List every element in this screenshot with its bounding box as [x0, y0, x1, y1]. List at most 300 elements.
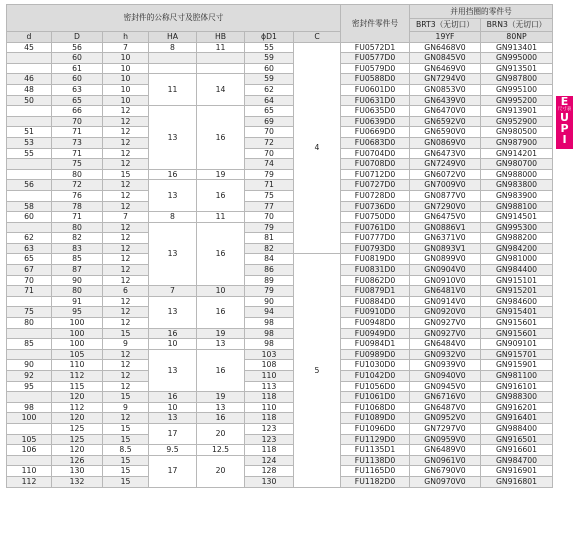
table-row	[7, 381, 553, 392]
table-row	[7, 392, 553, 403]
cell-brn3: GN987900	[481, 137, 553, 148]
cell-ha-merged: 13	[149, 180, 197, 212]
cell-brt3: GN6487V0	[410, 402, 481, 413]
cell-h: 10	[103, 84, 149, 95]
cell-d: 92	[7, 371, 52, 382]
cell-phi-d1: 124	[245, 455, 294, 466]
cell-d: 110	[7, 466, 52, 477]
cell-part-number: FU0669D0	[341, 127, 410, 138]
cell-h: 12	[103, 201, 149, 212]
cell-hb-merged: 16	[197, 222, 245, 286]
cell-h: 12	[103, 116, 149, 127]
cell-brt3: GN0945V0	[410, 381, 481, 392]
cell-phi-d1: 118	[245, 392, 294, 403]
cell-d	[7, 190, 52, 201]
cell-d	[7, 392, 52, 403]
cell-h: 12	[103, 254, 149, 265]
cell-ha	[149, 53, 197, 64]
cell-part-number: FU1135D1	[341, 445, 410, 456]
cell-h: 8.5	[103, 445, 149, 456]
cell-d: 85	[7, 339, 52, 350]
cell-hb: 11	[197, 212, 245, 223]
cell-D: 71	[52, 148, 103, 159]
cell-part-number: FU0761D0	[341, 222, 410, 233]
cell-d: 105	[7, 434, 52, 445]
table-header	[7, 5, 553, 43]
cell-D: 112	[52, 402, 103, 413]
cell-brn3: GN914501	[481, 212, 553, 223]
cell-h: 10	[103, 95, 149, 106]
cell-D: 120	[52, 445, 103, 456]
cell-part-number: FU1129D0	[341, 434, 410, 445]
cell-brt3: GN0939V0	[410, 360, 481, 371]
cell-hb: 19	[197, 328, 245, 339]
cell-brn3: GN995100	[481, 84, 553, 95]
cell-D: 73	[52, 137, 103, 148]
cell-part-number: FU0639D0	[341, 116, 410, 127]
cell-D: 80	[52, 169, 103, 180]
table-row	[7, 455, 553, 466]
cell-hb-merged: 14	[197, 74, 245, 106]
cell-part-number: FU0879D1	[341, 286, 410, 297]
cell-phi-d1: 79	[245, 169, 294, 180]
table-row	[7, 106, 553, 117]
cell-brt3: GN0893V1	[410, 243, 481, 254]
cell-brn3: GN916101	[481, 381, 553, 392]
cell-brt3: GN0899V0	[410, 254, 481, 265]
cell-d: 112	[7, 476, 52, 487]
cell-phi-d1: 82	[245, 243, 294, 254]
table-row	[7, 445, 553, 456]
cell-phi-d1: 94	[245, 307, 294, 318]
cell-h: 12	[103, 307, 149, 318]
cell-h: 10	[103, 74, 149, 85]
cell-d: 53	[7, 137, 52, 148]
col-h-header: h	[103, 32, 149, 43]
cell-brn3: GN984400	[481, 265, 553, 276]
cell-h: 15	[103, 423, 149, 434]
cell-phi-d1: 55	[245, 42, 294, 53]
cell-D: 60	[52, 74, 103, 85]
cell-phi-d1: 81	[245, 233, 294, 244]
cell-h: 15	[103, 476, 149, 487]
cell-D: 60	[52, 53, 103, 64]
cell-brt3: GN7297V0	[410, 423, 481, 434]
cell-brn3: GN983900	[481, 190, 553, 201]
cell-brt3: GN0910V0	[410, 275, 481, 286]
cell-phi-d1: 90	[245, 296, 294, 307]
cell-D: 125	[52, 423, 103, 434]
cell-brt3: GN6790V0	[410, 466, 481, 477]
cell-d: 63	[7, 243, 52, 254]
cell-part-number: FU0579D0	[341, 63, 410, 74]
table-row	[7, 180, 553, 191]
cell-brt3: GN6481V0	[410, 286, 481, 297]
cell-h: 12	[103, 137, 149, 148]
cell-part-number: FU0631D0	[341, 95, 410, 106]
cell-D: 63	[52, 84, 103, 95]
cell-hb: 16	[197, 413, 245, 424]
cell-phi-d1: 75	[245, 190, 294, 201]
cell-hb-merged: 16	[197, 349, 245, 391]
cell-brn3: GN984600	[481, 296, 553, 307]
table-row	[7, 423, 553, 434]
cell-d	[7, 328, 52, 339]
cell-brn3: GN983800	[481, 180, 553, 191]
cell-brt3: GN6072V0	[410, 169, 481, 180]
cell-hb-merged: 16	[197, 296, 245, 328]
shared-ring-header: 并用挡圈的零件号	[410, 5, 553, 19]
cell-d: 80	[7, 318, 52, 329]
table-row	[7, 74, 553, 85]
cell-brt3: GN6475V0	[410, 212, 481, 223]
cell-brt3: GN6592V0	[410, 116, 481, 127]
cell-phi-d1: 110	[245, 371, 294, 382]
cell-phi-d1: 70	[245, 148, 294, 159]
cell-h: 12	[103, 275, 149, 286]
table-row	[7, 233, 553, 244]
cell-brt3: GN6468V0	[410, 42, 481, 53]
cell-h: 12	[103, 349, 149, 360]
cell-brn3: GN987800	[481, 74, 553, 85]
cell-part-number: FU0793D0	[341, 243, 410, 254]
cell-h: 10	[103, 63, 149, 74]
cell-d	[7, 296, 52, 307]
cell-brt3: GN0920V0	[410, 307, 481, 318]
cell-D: 132	[52, 476, 103, 487]
table-row	[7, 201, 553, 212]
cell-brn3: GN916201	[481, 402, 553, 413]
cell-part-number: FU0588D0	[341, 74, 410, 85]
cell-phi-d1: 79	[245, 222, 294, 233]
table-row	[7, 349, 553, 360]
cell-part-number: FU0577D0	[341, 53, 410, 64]
table-row	[7, 328, 553, 339]
cell-brt3: GN6469V0	[410, 63, 481, 74]
cell-brt3: GN6590V0	[410, 127, 481, 138]
table-row	[7, 53, 553, 64]
cell-phi-d1: 65	[245, 106, 294, 117]
cell-phi-d1: 86	[245, 265, 294, 276]
cell-D: 130	[52, 466, 103, 477]
cell-part-number: FU0708D0	[341, 159, 410, 170]
cell-brn3: GN915701	[481, 349, 553, 360]
cell-d	[7, 53, 52, 64]
cell-brt3: GN7249V0	[410, 159, 481, 170]
cell-phi-d1: 123	[245, 434, 294, 445]
cell-c-merged: 5	[294, 254, 341, 487]
col-c-header: C	[294, 32, 341, 43]
cell-part-number: FU1068D0	[341, 402, 410, 413]
cell-D: 80	[52, 222, 103, 233]
cell-brt3: GN0932V0	[410, 349, 481, 360]
table-row	[7, 360, 553, 371]
cell-part-number: FU1089D0	[341, 413, 410, 424]
cell-d: 71	[7, 286, 52, 297]
nominal-dimensions-header: 密封件的公称尺寸及腔体尺寸	[7, 5, 341, 32]
cell-h: 15	[103, 434, 149, 445]
cell-ha	[149, 63, 197, 74]
cell-h: 10	[103, 53, 149, 64]
cell-d: 100	[7, 413, 52, 424]
cell-hb: 19	[197, 392, 245, 403]
cell-h: 7	[103, 212, 149, 223]
cell-brt3: GN0959V0	[410, 434, 481, 445]
cell-part-number: FU0884D0	[341, 296, 410, 307]
cell-hb-merged: 16	[197, 106, 245, 170]
cell-brn3: GN916401	[481, 413, 553, 424]
cell-D: 83	[52, 243, 103, 254]
cell-h: 12	[103, 243, 149, 254]
cell-ha-merged: 13	[149, 296, 197, 328]
cell-phi-d1: 123	[245, 423, 294, 434]
col-ha-header: HA	[149, 32, 197, 43]
cell-D: 110	[52, 360, 103, 371]
section-side-tab	[556, 96, 573, 149]
cell-d: 95	[7, 381, 52, 392]
cell-d: 67	[7, 265, 52, 276]
cell-part-number: FU1096D0	[341, 423, 410, 434]
cell-ha-merged: 13	[149, 222, 197, 286]
cell-d	[7, 222, 52, 233]
table-row	[7, 169, 553, 180]
cell-brn3: GN913501	[481, 63, 553, 74]
cell-D: 85	[52, 254, 103, 265]
cell-part-number: FU0831D0	[341, 265, 410, 276]
cell-brn3: GN915601	[481, 328, 553, 339]
table-row	[7, 466, 553, 477]
cell-ha: 10	[149, 339, 197, 350]
cell-hb: 10	[197, 286, 245, 297]
brn3-header: BRN3（无切口）	[481, 19, 553, 32]
cell-phi-d1: 74	[245, 159, 294, 170]
cell-d: 45	[7, 42, 52, 53]
cell-D: 71	[52, 212, 103, 223]
cell-part-number: FU0948D0	[341, 318, 410, 329]
table-row	[7, 254, 553, 265]
cell-ha: 10	[149, 402, 197, 413]
cell-phi-d1: 69	[245, 116, 294, 127]
cell-D: 95	[52, 307, 103, 318]
code-80np-header: 80NP	[481, 32, 553, 43]
side-tab-letter: E	[560, 95, 569, 108]
cell-brt3: GN0845V0	[410, 53, 481, 64]
cell-D: 56	[52, 42, 103, 53]
cell-h: 12	[103, 127, 149, 138]
cell-h: 15	[103, 169, 149, 180]
cell-D: 115	[52, 381, 103, 392]
cell-d: 50	[7, 95, 52, 106]
cell-D: 76	[52, 190, 103, 201]
table-row	[7, 212, 553, 223]
cell-brt3: GN6716V0	[410, 392, 481, 403]
cell-brn3: GN913401	[481, 42, 553, 53]
table-row	[7, 116, 553, 127]
cell-h: 9	[103, 402, 149, 413]
cell-d: 55	[7, 148, 52, 159]
cell-h: 6	[103, 286, 149, 297]
cell-brn3: GN916801	[481, 476, 553, 487]
cell-D: 82	[52, 233, 103, 244]
cell-d	[7, 63, 52, 74]
cell-phi-d1: 98	[245, 318, 294, 329]
cell-brt3: GN0961V0	[410, 455, 481, 466]
cell-phi-d1: 128	[245, 466, 294, 477]
cell-part-number: FU0984D1	[341, 339, 410, 350]
cell-d: 51	[7, 127, 52, 138]
cell-phi-d1: 70	[245, 212, 294, 223]
cell-hb-merged: 16	[197, 180, 245, 212]
cell-part-number: FU0750D0	[341, 212, 410, 223]
cell-h: 9	[103, 339, 149, 350]
cell-part-number: FU0712D0	[341, 169, 410, 180]
cell-part-number: FU0777D0	[341, 233, 410, 244]
cell-d: 70	[7, 275, 52, 286]
cell-D: 71	[52, 127, 103, 138]
cell-brt3: GN0914V0	[410, 296, 481, 307]
cell-brn3: GN913901	[481, 106, 553, 117]
cell-phi-d1: 113	[245, 381, 294, 392]
cell-d: 46	[7, 74, 52, 85]
cell-phi-d1: 89	[245, 275, 294, 286]
cell-d: 48	[7, 84, 52, 95]
cell-hb: 13	[197, 402, 245, 413]
table-row	[7, 95, 553, 106]
code-19yf-header: 19YF	[410, 32, 481, 43]
part-number-header: 密封件零件号	[341, 5, 410, 43]
cell-brn3: GN915401	[481, 307, 553, 318]
table-row	[7, 476, 553, 487]
cell-brn3: GN988100	[481, 201, 553, 212]
cell-d	[7, 169, 52, 180]
table-body	[7, 42, 553, 487]
cell-h: 15	[103, 328, 149, 339]
cell-phi-d1: 59	[245, 74, 294, 85]
cell-brt3: GN0853V0	[410, 84, 481, 95]
cell-brn3: GN981000	[481, 254, 553, 265]
table-row	[7, 339, 553, 350]
cell-d: 65	[7, 254, 52, 265]
cell-brn3: GN916601	[481, 445, 553, 456]
cell-part-number: FU0728D0	[341, 190, 410, 201]
cell-hb	[197, 63, 245, 74]
table-row	[7, 402, 553, 413]
cell-h: 12	[103, 159, 149, 170]
side-tab-letters: U P I	[560, 111, 569, 146]
cell-ha-merged: 13	[149, 349, 197, 391]
cell-brt3: GN6439V0	[410, 95, 481, 106]
cell-ha-merged: 17	[149, 455, 197, 487]
cell-phi-d1: 98	[245, 328, 294, 339]
cell-brn3: GN984700	[481, 455, 553, 466]
cell-h: 12	[103, 233, 149, 244]
dimension-table-container	[6, 4, 552, 488]
cell-h: 12	[103, 180, 149, 191]
cell-D: 120	[52, 413, 103, 424]
cell-part-number: FU0727D0	[341, 180, 410, 191]
table-row	[7, 371, 553, 382]
table-row	[7, 222, 553, 233]
cell-ha-merged: 13	[149, 106, 197, 170]
cell-h: 12	[103, 106, 149, 117]
cell-brn3: GN988400	[481, 423, 553, 434]
cell-D: 100	[52, 339, 103, 350]
cell-brt3: GN0927V0	[410, 318, 481, 329]
cell-brt3: GN6473V0	[410, 148, 481, 159]
cell-brn3: GN915601	[481, 318, 553, 329]
cell-ha-merged: 11	[149, 74, 197, 106]
cell-ha: 7	[149, 286, 197, 297]
cell-h: 12	[103, 222, 149, 233]
cell-d	[7, 116, 52, 127]
cell-phi-d1: 62	[245, 84, 294, 95]
cell-part-number: FU1061D0	[341, 392, 410, 403]
cell-D: 112	[52, 371, 103, 382]
cell-D: 72	[52, 180, 103, 191]
cell-D: 87	[52, 265, 103, 276]
cell-brn3: GN984200	[481, 243, 553, 254]
table-row	[7, 243, 553, 254]
cell-ha: 16	[149, 392, 197, 403]
cell-D: 90	[52, 275, 103, 286]
cell-part-number: FU0989D0	[341, 349, 410, 360]
cell-phi-d1: 71	[245, 180, 294, 191]
cell-brn3: GN980700	[481, 159, 553, 170]
cell-phi-d1: 110	[245, 402, 294, 413]
cell-brn3: GN952900	[481, 116, 553, 127]
cell-brt3: GN7290V0	[410, 201, 481, 212]
brt3-header: BRT3（无切口）	[410, 19, 481, 32]
cell-phi-d1: 60	[245, 63, 294, 74]
cell-d: 58	[7, 201, 52, 212]
table-row	[7, 190, 553, 201]
cell-part-number: FU0683D0	[341, 137, 410, 148]
cell-hb: 19	[197, 169, 245, 180]
col-d-header: d	[7, 32, 52, 43]
cell-ha: 16	[149, 169, 197, 180]
table-row	[7, 42, 553, 53]
cell-part-number: FU0819D0	[341, 254, 410, 265]
cell-brt3: GN6484V0	[410, 339, 481, 350]
table-row	[7, 148, 553, 159]
col-D-header: D	[52, 32, 103, 43]
cell-part-number: FU0601D0	[341, 84, 410, 95]
cell-brn3: GN915901	[481, 360, 553, 371]
cell-brn3: GN995300	[481, 222, 553, 233]
cell-d	[7, 106, 52, 117]
cell-ha-merged: 17	[149, 423, 197, 444]
cell-h: 12	[103, 190, 149, 201]
cell-d: 56	[7, 180, 52, 191]
cell-brt3: GN6489V0	[410, 445, 481, 456]
cell-h: 12	[103, 413, 149, 424]
cell-D: 65	[52, 95, 103, 106]
cell-hb: 11	[197, 42, 245, 53]
table-row	[7, 296, 553, 307]
cell-phi-d1: 77	[245, 201, 294, 212]
cell-h: 12	[103, 381, 149, 392]
cell-h: 12	[103, 371, 149, 382]
cell-part-number: FU1165D0	[341, 466, 410, 477]
cell-D: 75	[52, 159, 103, 170]
cell-hb-merged: 20	[197, 455, 245, 487]
cell-D: 105	[52, 349, 103, 360]
cell-d	[7, 349, 52, 360]
cell-phi-d1: 98	[245, 339, 294, 350]
table-row	[7, 159, 553, 170]
cell-part-number: FU1042D0	[341, 371, 410, 382]
cell-h: 7	[103, 42, 149, 53]
